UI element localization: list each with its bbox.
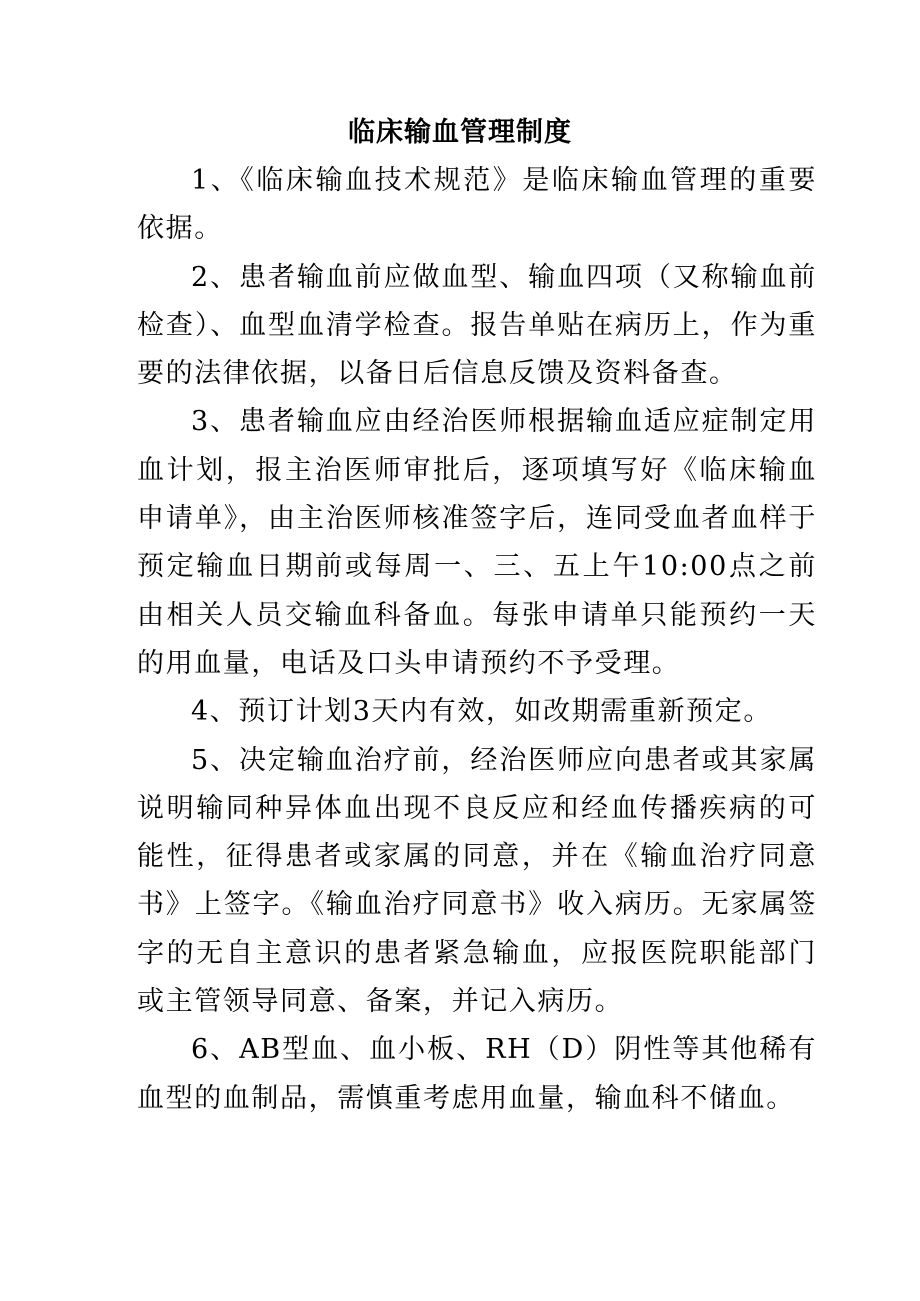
paragraph-4: 4、预订计划3天内有效，如改期需重新预定。: [191, 696, 772, 728]
paragraph-2: 2、患者输血前应做血型、输血四项（又称输血前检查）、血型血清学检查。报告单贴在病历上，作为重要的法律依据，以备日后信息反馈及资料备查。: [137, 261, 817, 390]
paragraph-1: 1、《临床输血技术规范》是临床输血管理的重要依据。: [137, 165, 817, 245]
document-title: 临床输血管理制度: [348, 117, 572, 148]
paragraph-3: 3、患者输血应由经治医师根据输血适应症制定用血计划，报主治医师审批后，逐项填写好《临床输血申请单》，由主治医师核准签字后，连同受血者血样于预定输血日期前或每周一、三、五上午10:00点之前由相关人员交输血科备血。每张申请单只能预约一天的用血量，电话及口头申请预约不予受理。: [137, 406, 817, 679]
document-body: [137, 157, 817, 1123]
paragraph-5: 5、决定输血治疗前，经治医师应向患者或其家属说明输同种异体血出现不良反应和经血传播疾病的可能性，征得患者或家属的同意，并在《输血治疗同意书》上签字。《输血治疗同意书》收入病历。无家属签字的无自主意识的患者紧急输血，应报医院职能部门或主管领导同意、备案，并记入病历。: [137, 744, 817, 1018]
paragraph-6: 6、AB型血、血小板、RH（D）阴性等其他稀有血型的血制品，需慎重考虑用血量，输血科不储血。: [137, 1034, 817, 1114]
